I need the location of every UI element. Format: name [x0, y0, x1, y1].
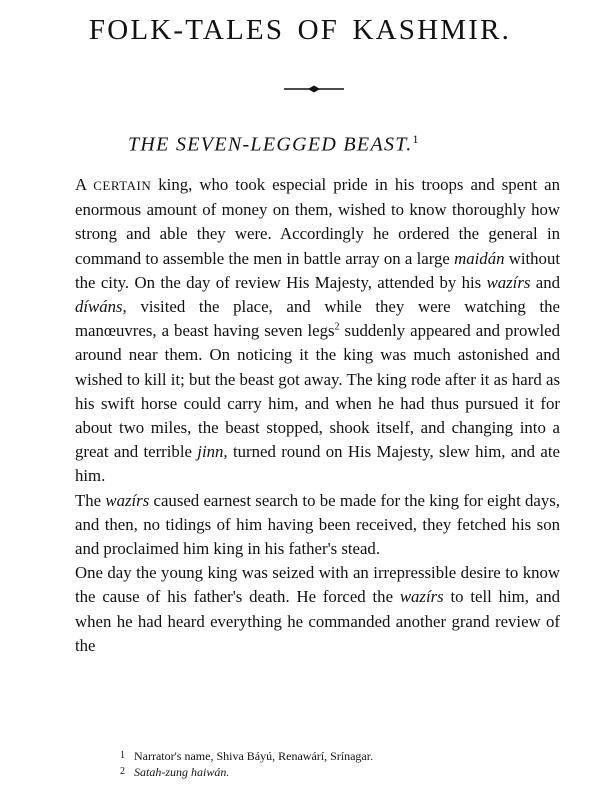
footnote: [120, 748, 540, 764]
small-caps-text: CERTAIN: [93, 178, 152, 193]
italic-term: díwáns,: [75, 297, 127, 317]
footnotes: [120, 748, 540, 780]
italic-term: jinn,: [197, 442, 228, 462]
text-run: and: [530, 272, 560, 292]
paragraph: [75, 173, 560, 489]
text-run: king, who took especial pride in his troops and spent an enormous amount of money on them, wished to know thoroughly how strong and able they were. Accordingly he ordered the general in command to assemble the men in battle array on a large: [75, 175, 561, 268]
book-title: FOLK-TALES OF KASHMIR.: [88, 14, 512, 46]
italic-term: maidán: [454, 248, 505, 268]
text-run: suddenly appeared and prowled around near them. On noticing it the king was much astonished and wished to kill it; but the beast got away. The king rode after it as hard as his swift horse could carry him, and when he had thus pursued it for about two miles, the beast stopped, shook itself, and changing into a great and terrible: [75, 321, 560, 462]
footnote-number: 2: [120, 766, 125, 777]
chapter-footnote-ref: 1: [412, 132, 419, 146]
text-run: to tell him, and when he had heard everything he commanded another grand review of the: [75, 587, 560, 655]
footnote-number: 1: [120, 750, 125, 761]
italic-term: wazírs: [399, 587, 444, 607]
italic-term: wazírs: [486, 272, 531, 292]
text-run: visited the place, and while they were watching the manœuvres, a beast having seven legs: [75, 297, 560, 341]
text-run: The: [75, 490, 106, 510]
footnote-text: Narrator's name, Shiva Báyú, Renawárí, Srínagar.: [134, 749, 374, 763]
italic-term: wazírs: [105, 490, 150, 510]
text-run: caused earnest search to be made for the king for eight days, and then, no tidings of him having been received, they fetched his son and proclaimed him king in his father's stead.: [75, 490, 560, 559]
ornament-divider-icon: [284, 85, 344, 93]
text-run: turned round on His Majesty, slew him, and ate him.: [75, 442, 560, 486]
paragraph: [75, 489, 560, 562]
footnote-text: Satah-zung haiwán.: [134, 765, 230, 779]
chapter-title: [128, 132, 419, 157]
chapter-title-text: THE SEVEN-LEGGED BEAST.: [128, 133, 413, 156]
footnote-ref: 2: [334, 321, 340, 333]
footnote: [120, 764, 540, 780]
text-run: without the city. On the day of review His Majesty, attended by his: [75, 248, 560, 292]
text-run: One day the young king was seized with an irrepressible desire to know the cause of his father's death. He forced the: [75, 563, 560, 607]
story-text: [75, 173, 560, 658]
text-run: A: [75, 175, 94, 194]
paragraph: [75, 561, 560, 658]
